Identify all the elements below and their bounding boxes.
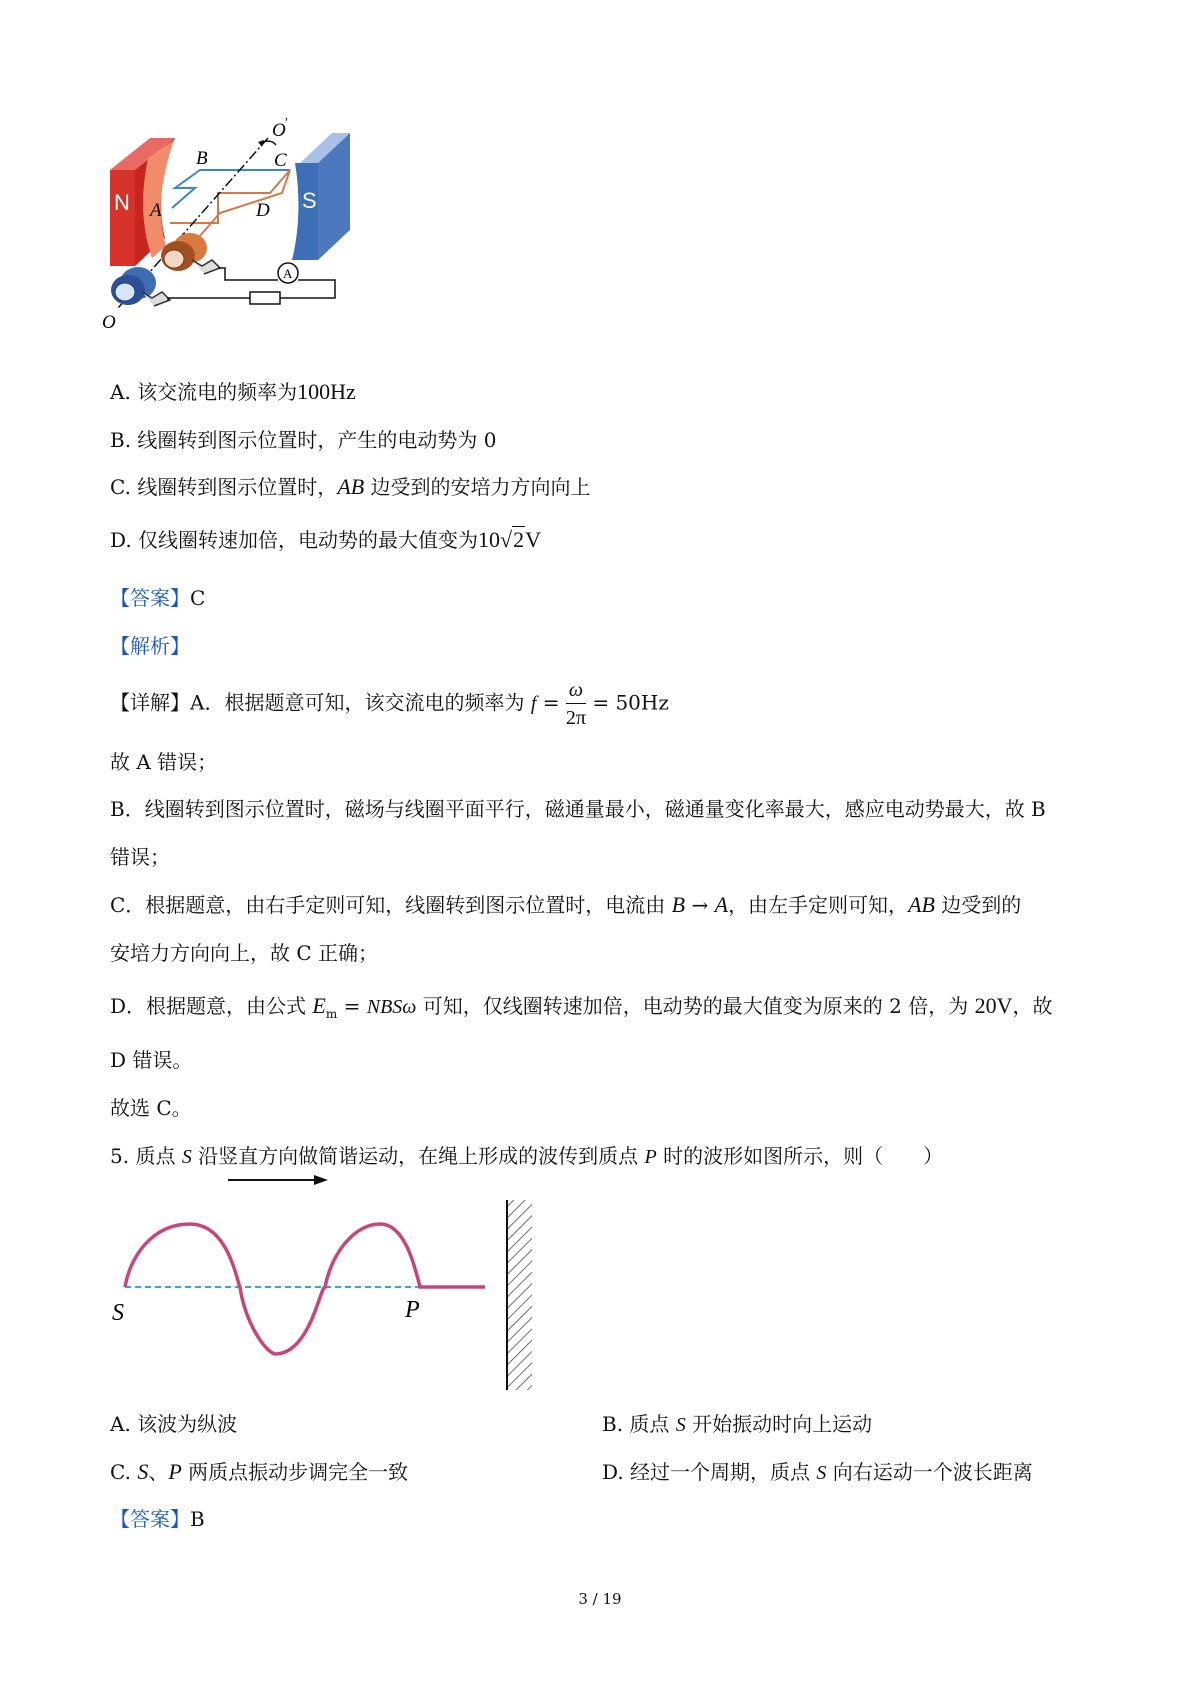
q5-option-c: C. S、P 两质点振动步调完全一致 xyxy=(110,1459,409,1484)
label-p: P xyxy=(405,1297,420,1323)
corner-label-b: B xyxy=(196,148,208,169)
q5-option-a: A. 该波为纵波 xyxy=(110,1412,238,1436)
corner-label-a: A xyxy=(150,200,162,221)
wave-curve xyxy=(125,1224,485,1354)
frequency-fraction: $\frac{\omega}{2\pi}$ xyxy=(565,679,586,729)
q4-detail-c1: C．根据题意，由右手定则可知，线圈转到图示位置时，电流由 B → A，由左手定则可知，AB 边受到的 xyxy=(110,892,1022,917)
circuit-wire-top xyxy=(218,268,278,280)
q5-option-d: D. 经过一个周期，质点 S 向右运动一个波长距离 xyxy=(602,1460,1033,1484)
q4-detail-c2: 安培力方向向上，故 C 正确； xyxy=(110,941,379,965)
q5-answer: 【答案】B xyxy=(110,1507,205,1531)
prime-mark: ′ xyxy=(285,118,289,131)
q4-option-b: B. 线圈转到图示位置时，产生的电动势为 0 xyxy=(110,428,497,452)
page-number: 3 / 19 xyxy=(578,1590,622,1608)
q4-option-c: C. 线圈转到图示位置时，AB 边受到的安培力方向向上 xyxy=(110,474,591,499)
q4-detail-b2: 错误； xyxy=(110,845,170,869)
resistor xyxy=(250,292,280,304)
q5-stem: 5. 质点 S 沿竖直方向做简谐运动，在绳上形成的波传到质点 P 时的波形如图所示，则（ ） xyxy=(110,1144,944,1168)
generator-figure xyxy=(100,118,400,363)
q4-detail-a: 【详解】A．根据题意可知，该交流电的频率为 f = $\frac{\omega}{2\pi}$ = 50Hz xyxy=(110,679,669,729)
corner-label-c: C xyxy=(274,150,287,171)
ammeter-label: A xyxy=(283,266,293,281)
q4-answer: 【答案】C xyxy=(110,586,206,610)
south-magnet xyxy=(292,133,350,260)
axis-label-o: O xyxy=(102,312,116,333)
corner-label-d: D xyxy=(256,200,270,221)
wave-figure xyxy=(100,1172,550,1407)
label-s: S xyxy=(112,1300,124,1326)
q4-analysis-tag: 【解析】 xyxy=(110,634,190,658)
circuit-wire-bottom xyxy=(168,298,250,300)
arrow-head-icon xyxy=(314,1175,328,1185)
q4-detail-d1: D．根据题意，由公式 $E_m = NBS\omega$ 可知，仅线圈转速加倍，电动势的最大值变为原来的 2 倍，为 20V，故 xyxy=(110,993,1053,1021)
q4-conclusion: 故选 C。 xyxy=(110,1096,192,1120)
north-label: N xyxy=(114,190,130,215)
axis-label-o-prime: O xyxy=(272,120,286,141)
q4-detail-b1: B．线圈转到图示位置时，磁场与线圈平面平行，磁通量最小，磁通量变化率最大，感应电动势最大，故 B xyxy=(110,797,1046,821)
q4-option-d: D. 仅线圈转速加倍，电动势的最大值变为10√2V xyxy=(110,527,542,552)
q4-detail-a2: 故 A 错误； xyxy=(110,750,218,774)
q4-option-a: A. 该交流电的频率为100Hz xyxy=(110,379,356,404)
south-label: S xyxy=(302,188,317,213)
q4-detail-d2: D 错误。 xyxy=(110,1048,193,1072)
wall-hatch xyxy=(508,1200,532,1390)
q5-option-b: B. 质点 S 开始振动时向上运动 xyxy=(602,1412,873,1436)
